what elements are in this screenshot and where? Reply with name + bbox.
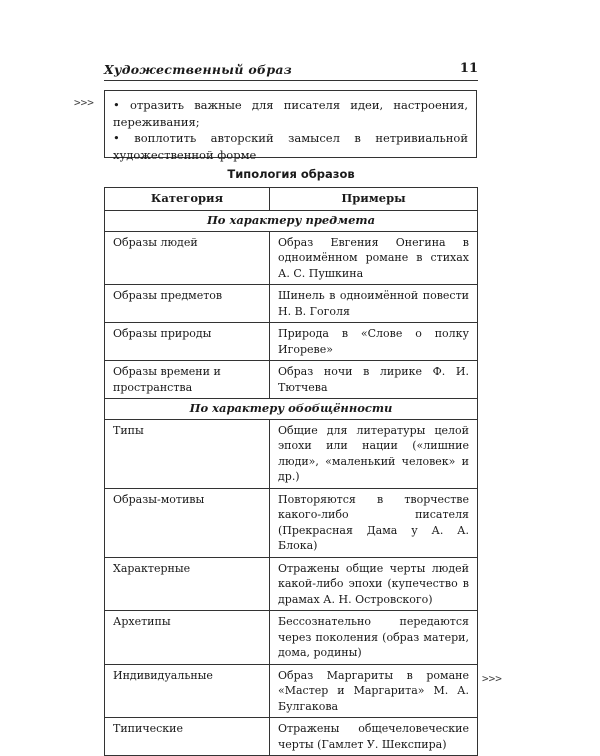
example-cell: Бессознательно передаются через поколения (образ матери, дома, родины) <box>270 611 478 665</box>
table-row <box>105 323 478 361</box>
example-cell: Образ Евгения Онегина в одноимённом романе в стихах А. С. Пушкина <box>270 231 478 285</box>
category-cell: Типические <box>105 718 270 756</box>
page-header <box>104 60 478 81</box>
table-row <box>105 557 478 611</box>
table-row <box>105 611 478 665</box>
category-cell: Образы предметов <box>105 285 270 323</box>
table-row <box>105 488 478 557</box>
example-cell: Повторяются в творчестве какого-либо писателя (Прекрасная Дама у А. А. Блока) <box>270 488 478 557</box>
table-row <box>105 285 478 323</box>
category-cell: Архетипы <box>105 611 270 665</box>
page-number: 11 <box>459 61 478 76</box>
category-cell: Образы природы <box>105 323 270 361</box>
category-cell: Характерные <box>105 557 270 611</box>
section-row <box>105 399 478 420</box>
continuation-marker-right: >>> <box>482 672 502 685</box>
column-header-examples: Примеры <box>270 188 478 211</box>
category-cell: Образы времени и пространства <box>105 361 270 399</box>
table-title: Типология образов <box>227 167 355 181</box>
example-cell: Общие для литературы целой эпохи или нации («лишние люди», «маленький человек» и др.) <box>270 419 478 488</box>
category-cell: Индивидуальные <box>105 664 270 718</box>
category-cell: Образы-мотивы <box>105 488 270 557</box>
typology-table <box>104 187 478 756</box>
category-cell: Образы людей <box>105 231 270 285</box>
section-heading: По характеру предмета <box>105 211 478 232</box>
example-cell: Образ ночи в лирике Ф. И. Тютчева <box>270 361 478 399</box>
example-cell: Образ Маргариты в романе «Мастер и Маргарита» М. А. Булгакова <box>270 664 478 718</box>
example-cell: Отражены общие черты людей какой-либо эпохи (купечество в драмах А. Н. Островского) <box>270 557 478 611</box>
table-row <box>105 664 478 718</box>
section-row <box>105 211 478 232</box>
bullet-item: • воплотить авторский замысел в нетривиальной художественной форме <box>113 131 468 162</box>
table-row <box>105 231 478 285</box>
section-heading: По характеру обобщённости <box>105 399 478 420</box>
column-header-category: Категория <box>105 188 270 211</box>
example-cell: Отражены общечеловеческие черты (Гамлет У. Шекспира) <box>270 718 478 756</box>
category-cell: Типы <box>105 419 270 488</box>
bullet-box <box>104 90 477 162</box>
bullet-item: • отразить важные для писателя идеи, настроения, переживания; <box>113 98 468 129</box>
continuation-marker-left: >>> <box>74 96 94 109</box>
example-cell: Природа в «Слове о полку Игореве» <box>270 323 478 361</box>
running-title: Художественный образ <box>104 62 293 77</box>
table-header-row <box>105 188 478 211</box>
table-row <box>105 419 478 488</box>
example-cell: Шинель в одноимённой повести Н. В. Гоголя <box>270 285 478 323</box>
table-row <box>105 361 478 399</box>
